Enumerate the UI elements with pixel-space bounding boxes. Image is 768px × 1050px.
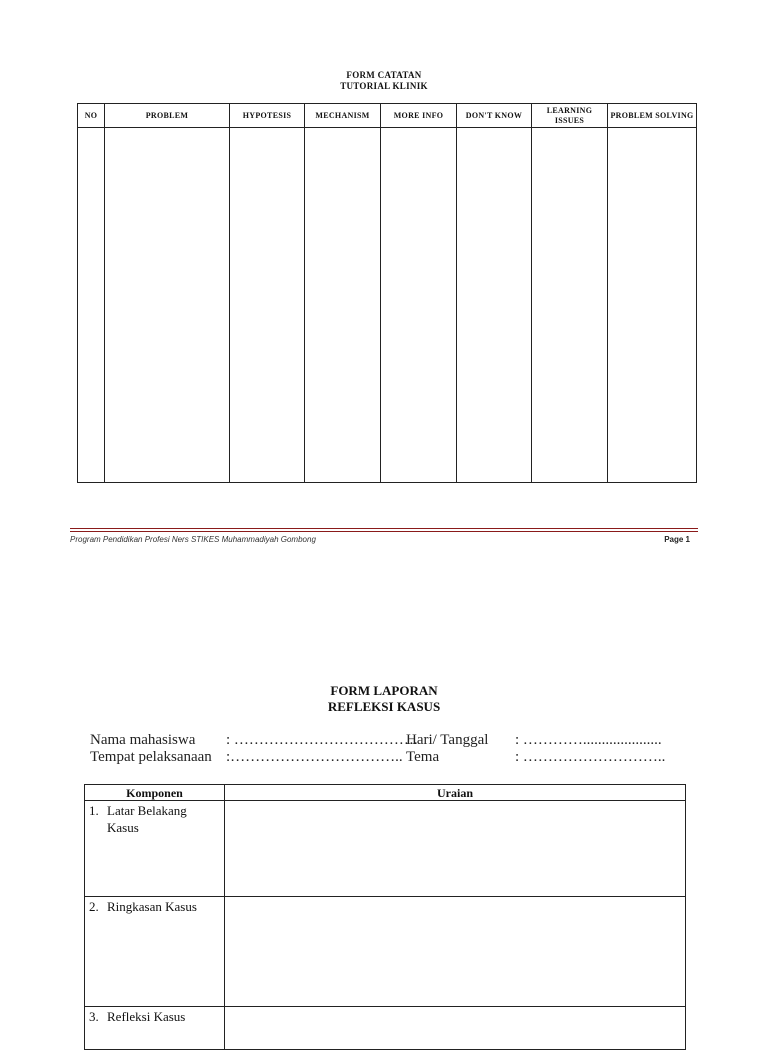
col-problem: PROBLEM [105,104,230,128]
uraian-cell[interactable] [225,801,686,897]
cell-mechanism[interactable] [305,128,381,483]
item-label: Refleksi Kasus [107,1009,186,1024]
komponen-cell [85,1007,225,1050]
item-number: 2. [89,899,99,914]
uraian-cell[interactable] [225,897,686,1007]
col-no: NO [78,104,105,128]
col-komponen: Komponen [85,785,225,801]
col-learning-issues: LEARNING ISSUES [532,104,608,128]
footer-institution: Program Pendidikan Profesi Ners STIKES Muhammadiyah Gombong [70,535,316,544]
refleksi-table [84,784,686,1050]
form-title-catatan [0,70,768,92]
cell-learning-issues[interactable] [532,128,608,483]
cell-more-info[interactable] [381,128,457,483]
footer-rule-bottom [70,531,698,532]
cell-problem[interactable] [105,128,230,483]
cell-problem-solving[interactable] [608,128,697,483]
page-number: Page 1 [664,535,690,544]
table-header-row [78,104,697,128]
title-line-1: FORM LAPORAN [330,683,438,698]
col-mechanism: MECHANISM [305,104,381,128]
tema-value[interactable]: : ……………………….. [515,749,666,765]
col-dont-know: DON'T KNOW [457,104,532,128]
nama-label: Nama mahasiswa [90,732,196,748]
tempat-value[interactable]: :…………………………….. [226,749,403,765]
col-more-info: MORE INFO [381,104,457,128]
table-row [85,801,686,897]
col-uraian: Uraian [225,785,686,801]
item-number: 1. [89,803,99,818]
table-header-row [85,785,686,801]
hari-tanggal-value[interactable]: : …………..................... [515,732,662,748]
cell-hypotesis[interactable] [230,128,305,483]
tutorial-table [77,103,697,483]
footer-rule-top [70,528,698,529]
item-label: Ringkasan Kasus [107,899,197,914]
table-row [85,1007,686,1050]
item-number: 3. [89,1009,99,1024]
komponen-cell [85,897,225,1007]
tema-label: Tema [406,749,440,765]
cell-dont-know[interactable] [457,128,532,483]
item-label: Latar Belakang Kasus [107,803,187,835]
cell-no[interactable] [78,128,105,483]
title-line-2: REFLEKSI KASUS [327,699,441,714]
nama-value[interactable]: : ………………………………. [226,732,418,748]
table-row [85,897,686,1007]
col-problem-solving: PROBLEM SOLVING [608,104,697,128]
table-row [78,128,697,483]
col-hypotesis: HYPOTESIS [230,104,305,128]
form-title-laporan [0,683,768,715]
title-line-1: FORM CATATAN [346,70,422,80]
komponen-cell [85,801,225,897]
title-line-2: TUTORIAL KLINIK [340,81,428,91]
uraian-cell[interactable] [225,1007,686,1050]
hari-tanggal-label: Hari/ Tanggal [406,732,489,748]
tempat-label: Tempat pelaksanaan [90,749,212,765]
